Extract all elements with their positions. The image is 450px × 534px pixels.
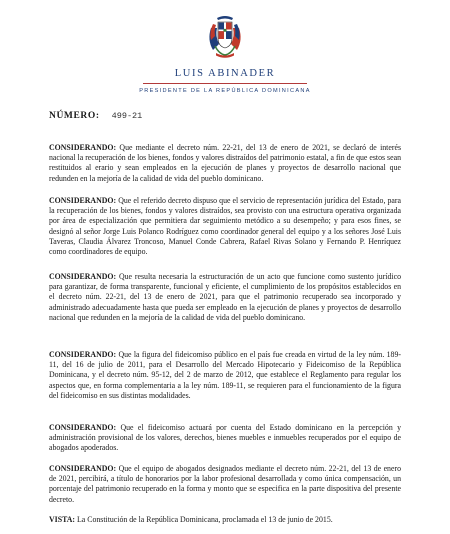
considerando-paragraph-6 <box>49 464 401 505</box>
paragraph-lead: CONSIDERANDO: <box>49 196 117 205</box>
paragraph-lead: CONSIDERANDO: <box>49 350 117 359</box>
considerando-paragraph-5 <box>49 423 401 454</box>
paragraph-text: Que mediante el decreto núm. 22-21, del 13 de enero de 2021, se declaró de interés nacional la recuperación de los bienes, fondos y valores distraídos del patrimonio estatal, a fin de que estos sean restituidos al erario y sean empleados en la ejecución de planes y proyectos de desarrollo nacional que redunden en la mejoría de la calidad de vida del pueblo dominicano. <box>49 143 401 183</box>
paragraph-lead: CONSIDERANDO: <box>49 143 117 152</box>
considerando-paragraph-3 <box>49 272 401 323</box>
paragraph-text: La Constitución de la República Dominicana, proclamada el 13 de junio de 2015. <box>75 515 333 524</box>
paragraph-text: Que la figura del fideicomiso público en el país fue creada en virtud de la ley núm. 189-11, del 16 de julio de 2011, para el Desarrollo del Mercado Hipotecario y Fideicomiso de la República Dominicana, y el decreto núm. 95-12, del 2 de marzo de 2012, que establece el Reglamento para regular los aspectos que, en forma complementaria a la ley núm. 189-11, se requieren para el funcionamiento de la figura del fideicomiso en sus distintas modalidades. <box>49 350 401 400</box>
vista-paragraph <box>49 515 401 525</box>
paragraph-text: Que resulta necesaria la estructuración de un acto que funcione como sustento jurídico para garantizar, de forma transparente, funcional y eficiente, el cumplimiento de los propósitos establecidos en el decreto núm. 22-21, del 13 de enero de 2021, para que el patrimonio recuperado sea incorporado y administrado adecuadamente hasta que pueda ser empleado en la ejecución de planes y proyectos de desarrollo nacional que redunden en la mejoría de la calidad de vida del pueblo dominicano. <box>49 272 401 322</box>
president-name: LUIS ABINADER <box>174 68 276 79</box>
paragraph-text: Que el referido decreto dispuso que el servicio de representación jurídica del Estado, para la recuperación de los bienes, fondos y valores distraídos, sea provisto con una estructura operativa organizada por área de especialización que permitiera dar seguimiento metódico a su desempeño; y para esos fines, se designó al señor Jorge Luis Polanco Rodríguez como coordinador general del equipo y a los señores José Luis Taveras, Claudia Álvarez Troncoso, Manuel Conde Cabrera, Rafael Rivas Solano y Fernando P. Henríquez como coordinadores de equipo. <box>49 196 401 257</box>
decree-number-label: NÚMERO: <box>49 111 100 121</box>
considerando-paragraph-1 <box>49 143 401 184</box>
decree-number-value: 499-21 <box>111 111 143 121</box>
paragraph-lead: CONSIDERANDO: <box>49 464 117 473</box>
paragraph-lead: CONSIDERANDO: <box>49 272 117 281</box>
considerando-paragraph-4 <box>49 350 401 401</box>
paragraph-lead: VISTA: <box>49 515 76 524</box>
considerando-paragraph-2 <box>49 196 401 257</box>
president-title: PRESIDENTE DE LA REPÚBLICA DOMINICANA <box>139 88 311 94</box>
decree-number <box>49 111 142 121</box>
header-divider <box>143 83 307 84</box>
national-coat-of-arms-icon <box>205 10 245 60</box>
paragraph-lead: CONSIDERANDO: <box>49 423 117 432</box>
paragraph-text: Que el equipo de abogados designados mediante el decreto núm. 22-21, del 13 de enero de 2021, percibirá, a título de honorarios por la labor profesional desarrollada y como única compensación, un porcentaje del patrimonio recuperado en la forma y monto que se especifica en la parte dispositiva del presente decreto. <box>49 464 401 504</box>
paragraph-text: Que el fideicomiso actuará por cuenta del Estado dominicano en la percepción y administración provisional de los valores, derechos, bienes muebles e inmuebles recuperados por el equipo de abogados apoderados. <box>49 423 401 453</box>
